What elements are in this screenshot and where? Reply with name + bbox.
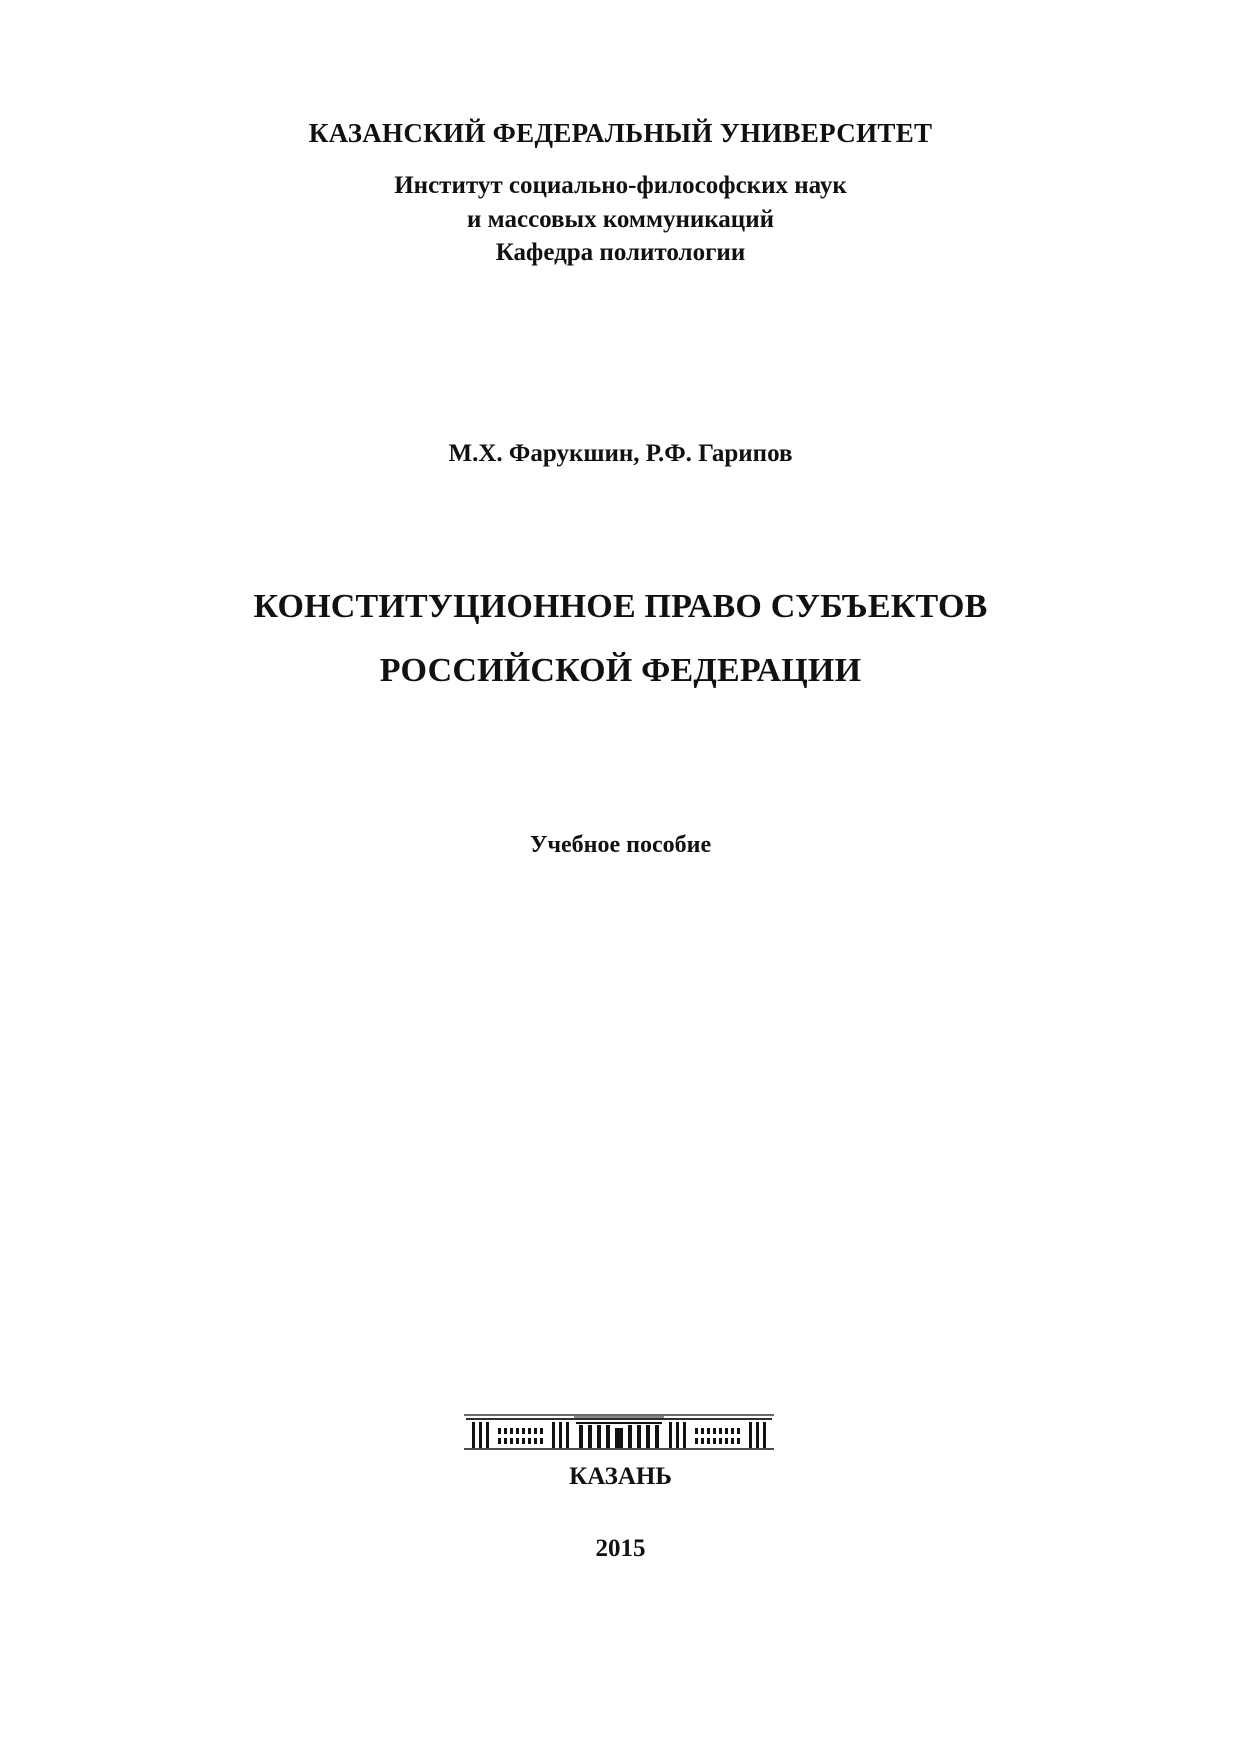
book-title-line-2: РОССИЙСКОЙ ФЕДЕРАЦИИ bbox=[379, 652, 862, 689]
institute-name-line-1: Институт социально-философских наук bbox=[394, 172, 847, 199]
university-building-logo-icon bbox=[464, 1414, 774, 1450]
book-title-line-1: КОНСТИТУЦИОННОЕ ПРАВО СУБЪЕКТОВ bbox=[253, 588, 988, 625]
department-name: Кафедра политологии bbox=[495, 239, 746, 266]
institute-name-line-2: и массовых коммуникаций bbox=[466, 206, 775, 233]
publication-year: 2015 bbox=[595, 1535, 646, 1562]
university-name: КАЗАНСКИЙ ФЕДЕРАЛЬНЫЙ УНИВЕРСИТЕТ bbox=[308, 118, 933, 148]
publication-city: КАЗАНЬ bbox=[569, 1463, 672, 1490]
authors: М.Х. Фарукшин, Р.Ф. Гарипов bbox=[448, 440, 793, 467]
document-type: Учебное пособие bbox=[529, 832, 712, 858]
